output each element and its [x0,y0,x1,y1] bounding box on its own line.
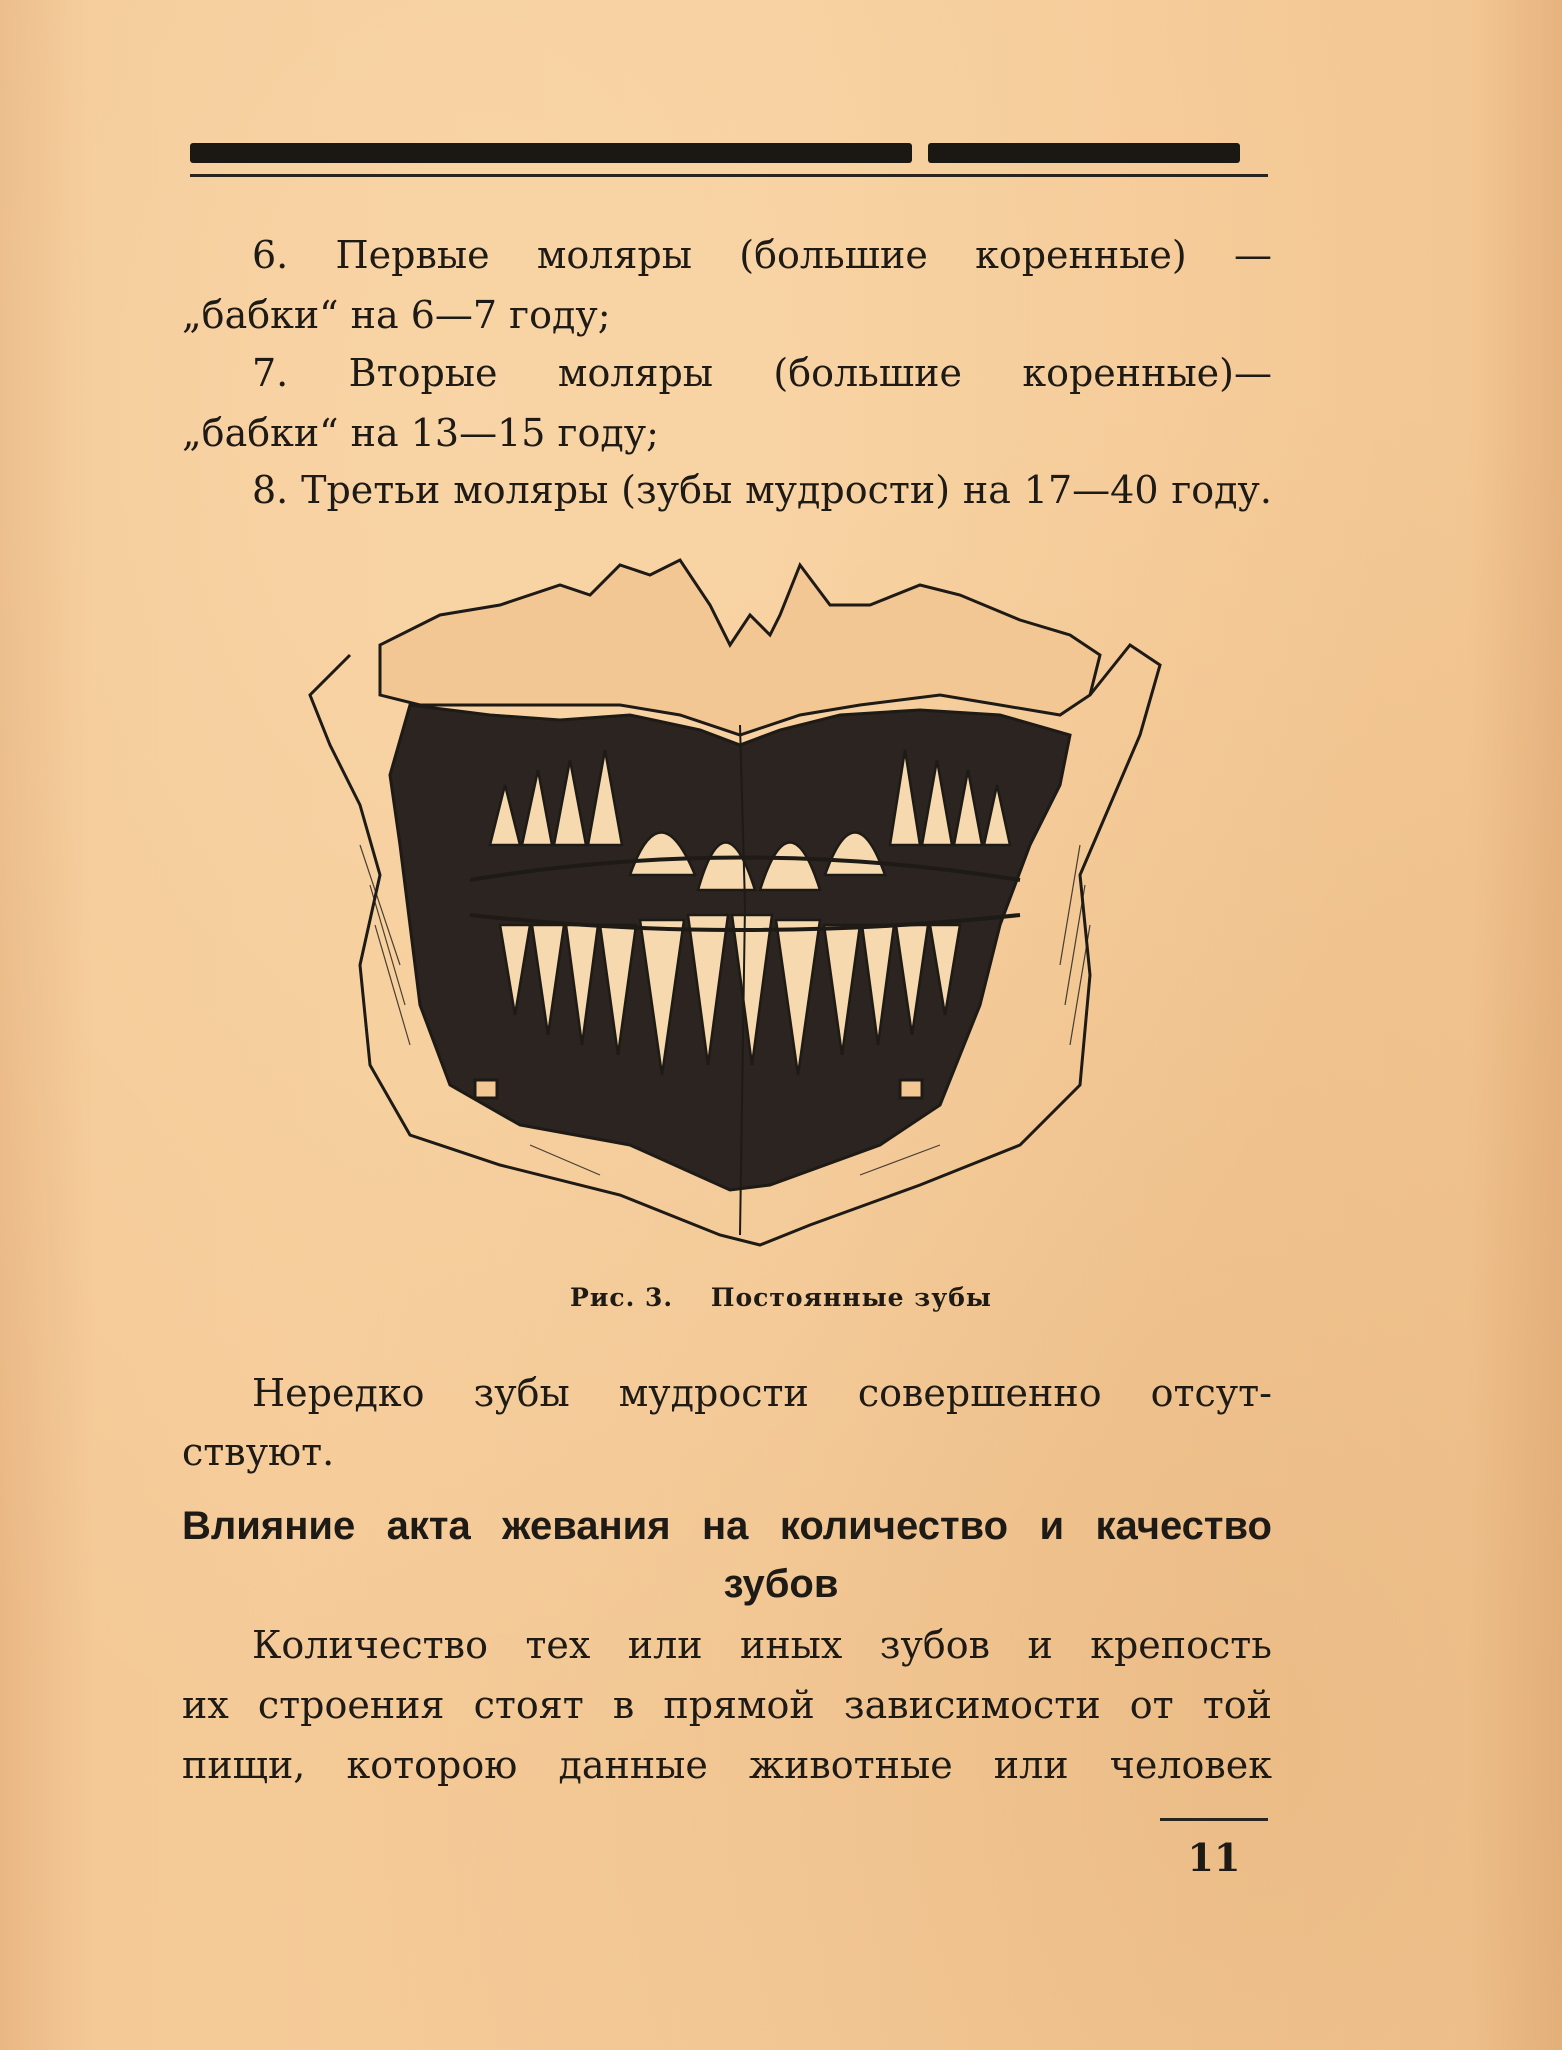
header-rule-left [190,143,912,163]
jaw-illustration [300,545,1170,1265]
paragraph2-line3: пищи, которою данные животные или человек [182,1743,1272,1787]
section-heading-line1: Влияние акта жевания на количество и качество [182,1504,1272,1548]
list-item-6-line2: „бабки“ на 6—7 году; [182,293,611,337]
figure-caption [0,1283,1562,1312]
mental-foramen-left [475,1080,497,1098]
paragraph1-line1: Нередко зубы мудрости совершенно отсут- [252,1371,1272,1415]
page-number: 11 [1187,1835,1241,1880]
figure-caption-title: Постоянные зубы [710,1283,992,1312]
list-item-6-line1: 6. Первые моляры (большие коренные) — [252,233,1272,277]
section-heading-line2: зубов [723,1562,839,1606]
list-item-8: 8. Третьи моляры (зубы мудрости) на 17—40 году. [252,468,1272,512]
mental-foramen-right [900,1080,922,1098]
figure-caption-label: Рис. 3. [570,1283,674,1312]
page-number-rule [1160,1818,1268,1821]
paragraph2-line1: Количество тех или иных зубов и крепость [252,1623,1272,1667]
list-item-7-line2: „бабки“ на 13—15 году; [182,411,659,455]
paragraph1-line2: ствуют. [182,1430,335,1474]
paragraph2-line2: их строения стоят в прямой зависимости от той [182,1683,1272,1727]
header-rule-thin [190,174,1268,177]
list-item-7-line1: 7. Вторые моляры (большие коренные)— [252,351,1272,395]
upper-jaw-bone [380,560,1100,735]
header-rule-right [928,143,1240,163]
